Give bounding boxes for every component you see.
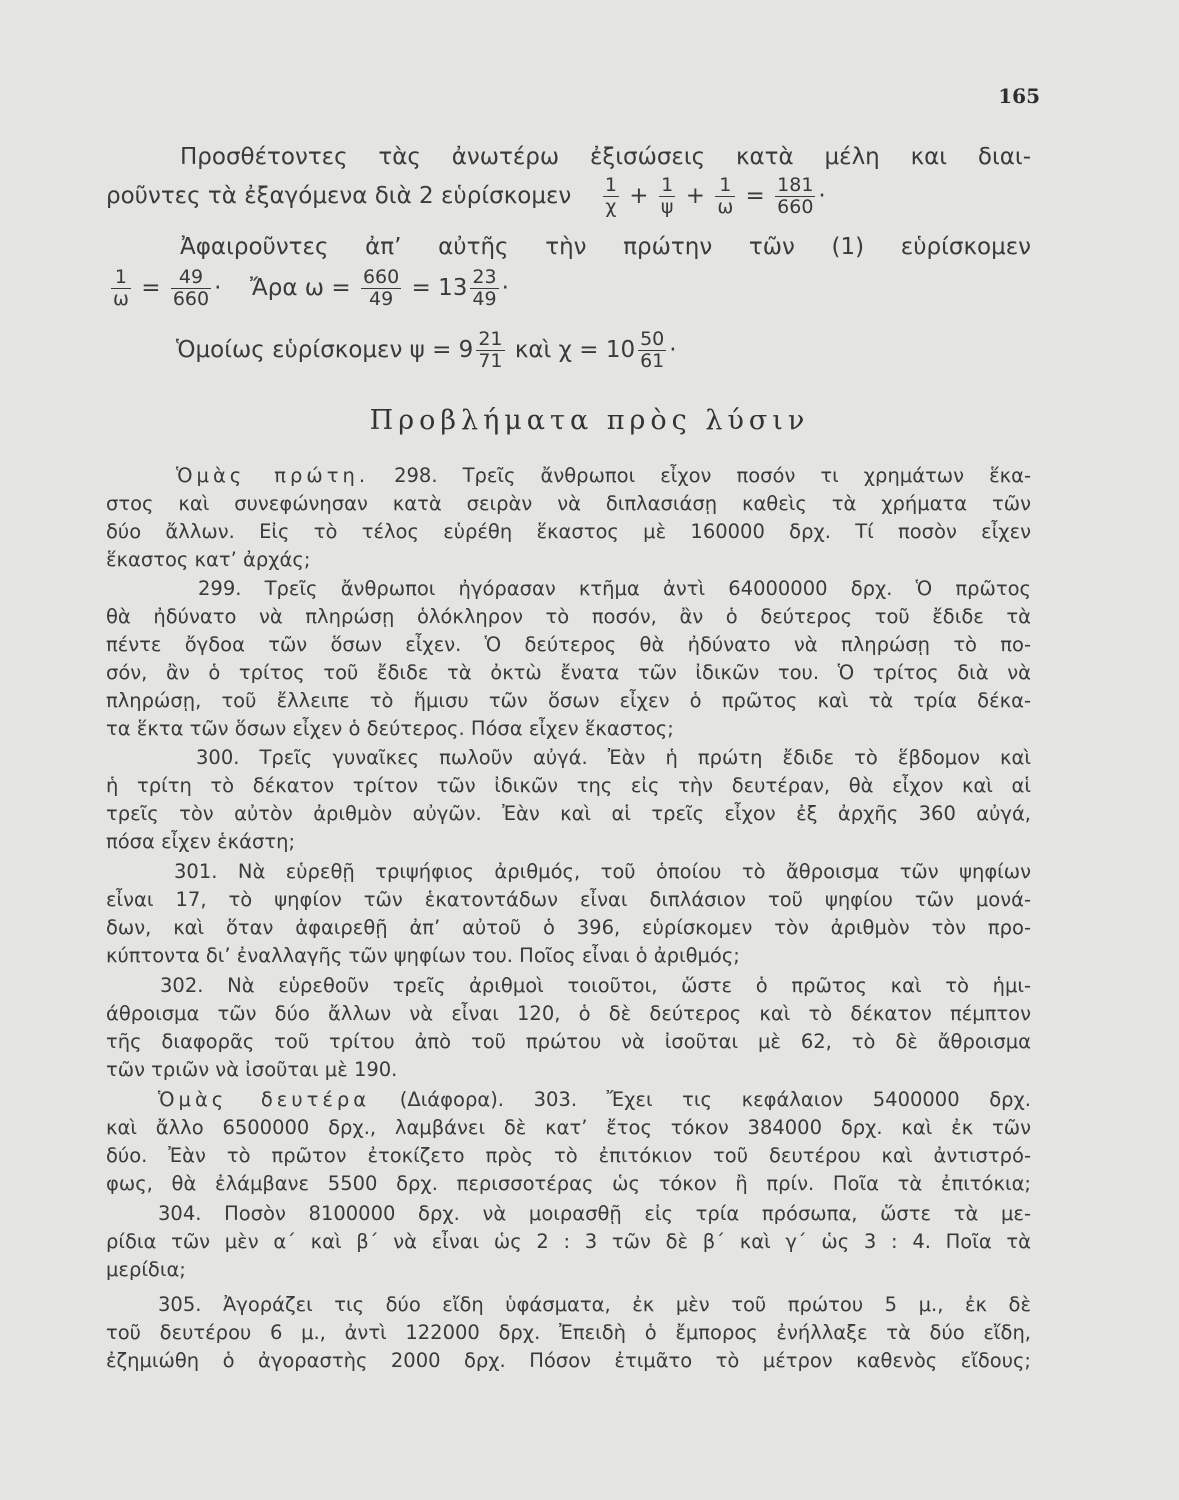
fraction-21-over-71: $\frac{21}{71}$: [478, 328, 503, 372]
problem-301-line-3: δων, καὶ ὅταν ἀφαιρεθῇ ἀπ’ αὐτοῦ ὁ 396, εὑρίσκομεν τὸν ἀριθμὸν τὸν προ-: [106, 916, 1031, 939]
problem-300-line-2: ἡ τρίτη τὸ δέκατον τρίτον τῶν ἰδικῶν της εἰς τὴν δευτέραν, θὰ εἶχον καὶ αἱ: [106, 774, 1031, 797]
fraction-181-over-660: $\frac{181}{660}$: [777, 174, 814, 218]
problem-299-line-4: σόν, ἂν ὁ τρίτος τοῦ ἔδιδε τὰ ὀκτὼ ἔνατα τῶν ἰδικῶν του. Ὁ τρίτος διὰ νὰ: [106, 661, 1031, 684]
intro-line-5-text: Ὁμοίως εὑρίσκομεν ψ = 9: [176, 337, 474, 363]
problem-303-line-3: δύο. Ἐὰν τὸ πρῶτον ἐτοκίζετο πρὸς τὸ ἐπιτόκιον τοῦ δευτέρου καὶ ἀντιστρό-: [106, 1144, 1031, 1167]
ara-omega: Ἄρα ω =: [250, 275, 351, 301]
fraction-49-over-660: $\frac{49}{660}$: [172, 266, 210, 310]
problem-298-line-1: Ὁμὰς πρώτη. 298. Τρεῖς ἄνθρωποι εἶχον ποσόν τι χρημάτων ἕκα-: [176, 464, 1031, 487]
group-label-first: Ὁμὰς πρώτη.: [176, 464, 370, 487]
problem-299-line-2: θὰ ἠδύνατο νὰ πληρώσῃ ὁλόκληρον τὸ ποσόν, ἂν ὁ δεύτερος τοῦ ἔδιδε τὰ: [106, 605, 1031, 628]
problem-300-line-1: 300. Τρεῖς γυναῖκες πωλοῦν αὐγά. Ἐὰν ἡ πρώτη ἔδιδε τὸ ἕβδομον καὶ: [196, 746, 1031, 769]
problem-299-line-5: πληρώσῃ, τοῦ ἔλλειπε τὸ ἥμισυ τῶν ὅσων εἶχεν ὁ πρῶτος καὶ τὰ τρία δέκα-: [106, 689, 1031, 712]
equals-sign: =: [141, 275, 161, 301]
intro-line-4: $\frac{1}{\omega}$ = $\frac{49}{660}$ · Ἄρα ω = $\frac{660}{49}$ = 13 $\frac{23}{49}$ ·: [113, 266, 509, 310]
problem-305-line-1: 305. Ἀγοράζει τις δύο εἴδη ὑφάσματα, ἐκ μὲν τοῦ πρώτου 5 μ., ἐκ δὲ: [158, 1293, 1031, 1316]
equals-sign: =: [411, 275, 431, 301]
section-heading: Προβλήματα πρὸς λύσιν: [369, 405, 810, 436]
problem-301-line-4: κύπτοντα δι’ ἐναλλαγῆς τῶν ψηφίων του. Ποῖος εἶναι ὁ ἀριθμός;: [106, 944, 740, 967]
problem-299-line-3: πέντε ὄγδοα τῶν ὅσων εἶχεν. Ὁ δεύτερος θὰ ἠδύνατο νὰ πληρώσῃ τὸ πο-: [106, 633, 1031, 656]
problem-298-line-4: ἕκαστος κατ’ ἀρχάς;: [106, 548, 311, 571]
intro-line-1: Προσθέτοντες τὰς ἀνωτέρω ἐξισώσεις κατὰ μέλη και διαι-: [180, 144, 1031, 170]
page-number: 165: [998, 84, 1040, 108]
fraction-1-over-psi: $\frac{1}{\psi}$: [660, 174, 674, 218]
problem-301-line-2: εἶναι 17, τὸ ψηφίον τῶν ἑκατοντάδων εἶναι διπλάσιον τοῦ ψηφίου τῶν μονά-: [106, 888, 1031, 911]
problem-298-line-2: στος καὶ συνεφώνησαν κατὰ σειρὰν νὰ διπλασιάσῃ καθεὶς τὰ χρήματα τῶν: [106, 492, 1031, 515]
kai-x: καὶ χ = 10: [514, 337, 636, 363]
intro-line-2-text: ροῦντες τὰ ἐξαγόμενα διὰ 2 εὑρίσκομεν: [106, 183, 572, 209]
problem-304-line-2: ρίδια τῶν μὲν α΄ καὶ β΄ νὰ εἶναι ὡς 2 : 3 τῶν δὲ β΄ καὶ γ΄ ὡς 3 : 4. Ποῖα τὰ: [106, 1230, 1031, 1253]
intro-line-3: Ἀφαιροῦντες ἀπ’ αὐτῆς τὴν πρώτην τῶν (1) εὑρίσκομεν: [180, 234, 1031, 260]
fraction-1-over-omega: $\frac{1}{\omega}$: [113, 266, 129, 310]
fraction-1-over-x: $\frac{1}{\chi}$: [604, 174, 617, 218]
fraction-23-over-49: $\frac{23}{49}$: [472, 266, 497, 310]
problem-302-line-1: 302. Νὰ εὑρεθοῦν τρεῖς ἀριθμοὶ τοιοῦτοι, ὥστε ὁ πρῶτος καὶ τὸ ἡμι-: [160, 974, 1031, 997]
problem-300-line-3: τρεῖς τὸν αὐτὸν ἀριθμὸν αὐγῶν. Ἐὰν καὶ αἱ τρεῖς εἶχον ἐξ ἀρχῆς 360 αὐγά,: [106, 802, 1031, 825]
problem-304-line-1: 304. Ποσὸν 8100000 δρχ. νὰ μοιρασθῇ εἰς τρία πρόσωπα, ὥστε τὰ με-: [158, 1202, 1031, 1225]
intro-line-2: ροῦντες τὰ ἐξαγόμενα διὰ 2 εὑρίσκομεν $\frac{1}{\chi}$ + $\frac{1}{\psi}$ + $\frac{1}{\omega}$ = $\frac{181}{660}$ ·: [106, 174, 826, 218]
problem-303-line-2: καὶ ἄλλο 6500000 δρχ., λαμβάνει δὲ κατ’ ἔτος τόκον 384000 δρχ. καὶ ἐκ τῶν: [106, 1116, 1031, 1139]
problem-305-line-3: ἐζημιώθη ὁ ἀγοραστὴς 2000 δρχ. Πόσον ἐτιμᾶτο τὸ μέτρον καθενὸς εἴδους;: [106, 1349, 1031, 1372]
group-label-second: Ὁμὰς δευτέρα: [158, 1088, 371, 1111]
problem-298-line-3: δύο ἄλλων. Εἰς τὸ τέλος εὑρέθη ἕκαστος μὲ 160000 δρχ. Τί ποσὸν εἶχεν: [106, 520, 1031, 543]
problem-302-line-2: άθροισμα τῶν δύο ἄλλων νὰ εἶναι 120, ὁ δὲ δεύτερος καὶ τὸ δέκατον πέμπτον: [106, 1002, 1031, 1025]
problem-305-line-2: τοῦ δευτέρου 6 μ., ἀντὶ 122000 δρχ. Ἐπειδὴ ὁ ἔμπορος ἐνήλλαξε τὰ δύο εἴδη,: [106, 1321, 1031, 1344]
problem-303-line-1: Ὁμὰς δευτέρα (Διάφορα). 303. Ἔχει τις κεφάλαιον 5400000 δρχ.: [158, 1088, 1032, 1111]
fraction-1-over-omega: $\frac{1}{\omega}$: [717, 174, 734, 218]
intro-line-5: Ὁμοίως εὑρίσκομεν ψ = 9 $\frac{21}{71}$ καὶ χ = 10 $\frac{50}{61}$ ·: [176, 328, 677, 372]
problem-299-line-1: 299. Τρεῖς ἄνθρωποι ἠγόρασαν κτῆμα ἀντὶ 64000000 δρχ. Ὁ πρῶτος: [198, 577, 1031, 600]
plus-sign: +: [629, 183, 649, 209]
problem-303-line-4: φως, θὰ ἐλάμβανε 5500 δρχ. περισσοτέρας ὡς τόκον ἢ πρίν. Ποῖα τὰ ἐπιτόκια;: [106, 1172, 1031, 1195]
problem-300-line-4: πόσα εἶχεν ἑκάστη;: [106, 830, 296, 853]
fraction-660-over-49: $\frac{660}{49}$: [362, 266, 400, 310]
fraction-50-over-61: $\frac{50}{61}$: [640, 328, 665, 372]
problem-301-line-1: 301. Νὰ εὑρεθῇ τριψήφιος ἀριθμός, τοῦ ὁποίου τὸ ἄθροισμα τῶν ψηφίων: [174, 860, 1031, 883]
whole-13: 13: [438, 275, 468, 301]
problem-302-line-3: τῆς διαφορᾶς τοῦ τρίτου ἀπὸ τοῦ πρώτου νὰ ἰσοῦται μὲ 62, τὸ δὲ ἄθροισμα: [106, 1030, 1031, 1053]
plus-sign: +: [685, 183, 705, 209]
problem-302-line-4: τῶν τριῶν νὰ ἰσοῦται μὲ 190.: [106, 1058, 398, 1081]
equals-sign: =: [745, 183, 765, 209]
problem-304-line-3: μερίδια;: [106, 1258, 186, 1281]
problem-299-line-6: τα ἕκτα τῶν ὅσων εἶχεν ὁ δεύτερος. Πόσα εἶχεν ἕκαστος;: [106, 717, 674, 740]
